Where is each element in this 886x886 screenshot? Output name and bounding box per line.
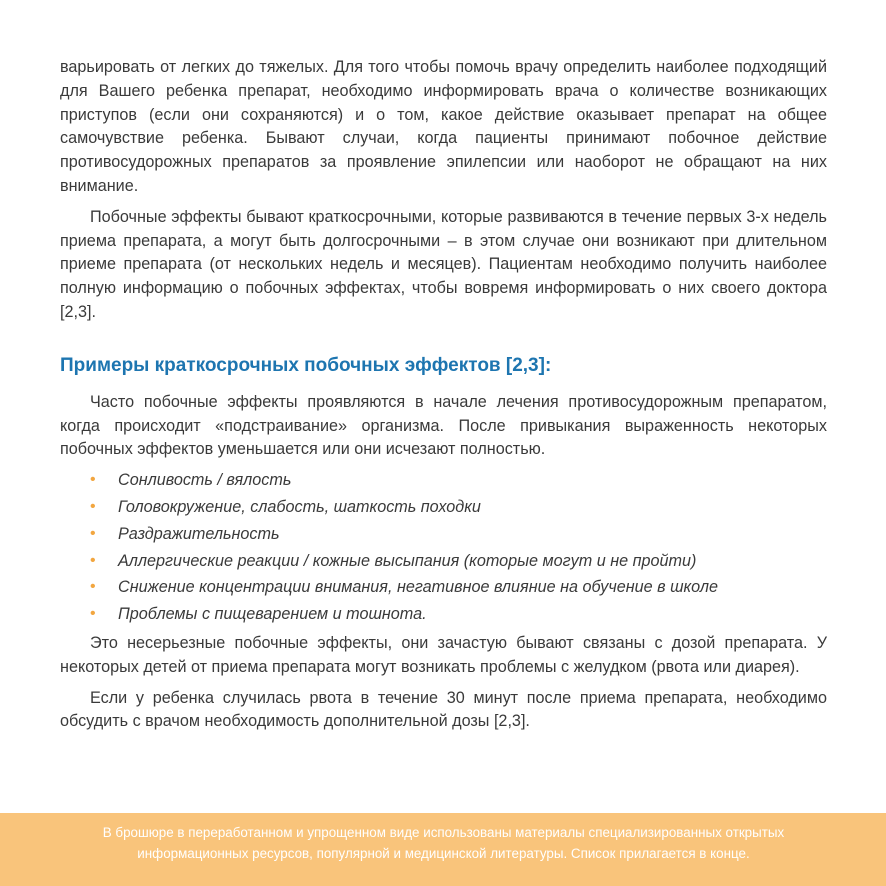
list-item — [60, 494, 827, 521]
bullet-icon: • — [90, 551, 96, 569]
list-item — [60, 548, 827, 575]
paragraph-intro: варьировать от легких до тяжелых. Для того чтобы помочь врачу определить наиболее подходящий для Вашего ребенка препарат, необходимо информировать врача о количестве возникающих приступов (если они сохраняются) и о том, какое действие оказывает препарат на общее самочувствие ребенка. Бывают случаи, когда пациенты принимают побочное действие противосудорожных препаратов за проявление эпилепсии или наоборот не обращают на них внимание. — [60, 58, 827, 195]
footer-line-2: информационных ресурсов, популярной и медицинской литературы. Список прилагается в конце. — [137, 846, 750, 861]
list-item — [60, 467, 827, 494]
list-item-text: Проблемы с пищеварением и тошнота. — [118, 605, 427, 624]
footer-line-1: В брошюре в переработанном и упрощенном виде использованы материалы специализированных открытых — [102, 825, 785, 840]
bullet-icon: • — [90, 578, 96, 596]
list-item-text: Сонливость / вялость — [118, 471, 292, 490]
list-item-text: Головокружение, слабость, шаткость походки — [118, 497, 481, 516]
footer-note — [60, 822, 827, 864]
bullet-icon: • — [90, 471, 96, 489]
section-heading: Примеры краткосрочных побочных эффектов [2,3]: — [60, 354, 552, 376]
paragraph-short-term-intro: Часто побочные эффекты проявляются в начале лечения противосудорожным препаратом, когда происходит «подстраивание» организма. После привыкания выраженность некоторых побочных эффектов уменьшается или они исчезают полностью. — [60, 392, 827, 459]
bullet-icon: • — [90, 497, 96, 515]
footer-banner — [0, 813, 886, 886]
list-item — [60, 574, 827, 601]
list-item-text: Раздражительность — [118, 524, 280, 543]
bullet-icon: • — [90, 605, 96, 623]
paragraph-side-effects-types: Побочные эффекты бывают краткосрочными, которые развиваются в течение первых 3-х недель приема препарата, а могут быть долгосрочными – в этом случае они возникают при длительном приеме препарата (от нескольких недель и месяцев). Пациентам необходимо получить наиболее полную информацию о побочных эффектах, чтобы вовремя информировать о них своего доктора [2,3]. — [60, 207, 827, 321]
paragraph-non-serious: Это несерьезные побочные эффекты, они зачастую бывают связаны с дозой препарата. У некоторых детей от приема препарата могут возникать проблемы с желудком (рвота или диарея). — [60, 633, 827, 676]
list-item-text: Снижение концентрации внимания, негативное влияние на обучение в школе — [118, 578, 718, 597]
list-item — [60, 521, 827, 548]
side-effects-list — [60, 467, 827, 628]
paragraph-vomiting-advice: Если у ребенка случилась рвота в течение 30 минут после приема препарата, необходимо обсудить с врачом необходимость дополнительной дозы [2,3]. — [60, 688, 827, 731]
list-item — [60, 601, 827, 628]
bullet-icon: • — [90, 524, 96, 542]
page-content — [60, 56, 827, 734]
list-item-text: Аллергические реакции / кожные высыпания (которые могут и не пройти) — [118, 551, 697, 570]
